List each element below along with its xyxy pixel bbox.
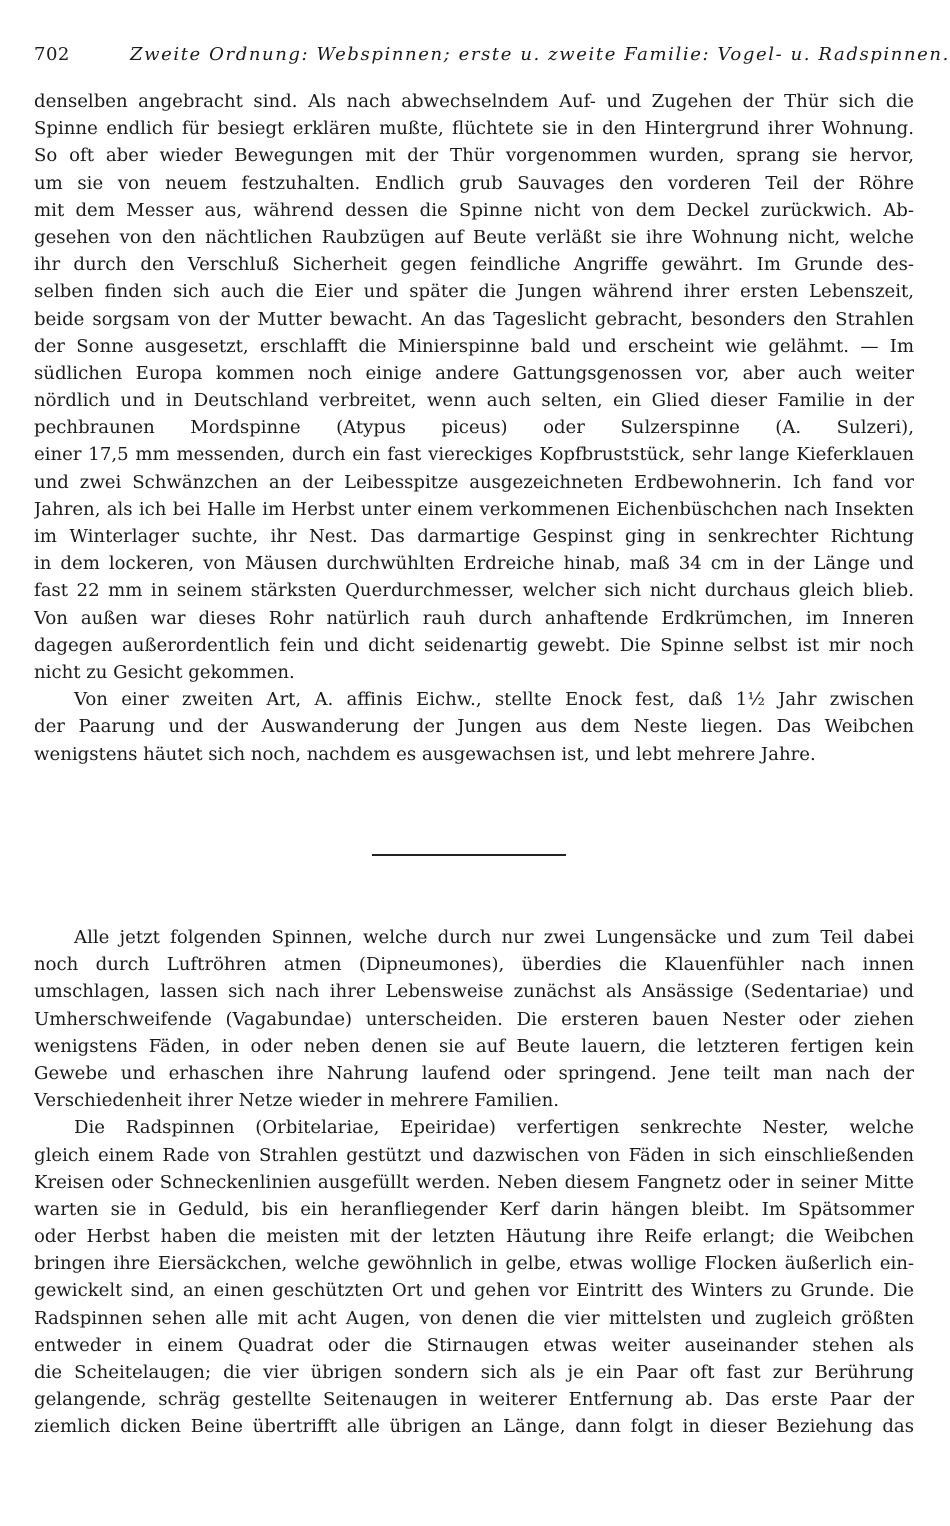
text-line: nördlich und in Deutschland verbreitet, wenn auch selten, ein Glied dieser Familie in der: [34, 390, 914, 412]
text-line: Jahren, als ich bei Halle im Herbst unter einem verkommenen Eichenbüschchen nach Insekten: [34, 498, 914, 520]
text-line: entweder in einem Quadrat oder die Stirnaugen etwas weiter auseinander stehen als: [34, 1334, 914, 1356]
page-header: [34, 44, 950, 74]
text-line: der Sonne ausgesetzt, erschlafft die Minierspinne bald und erscheint wie gelähmt. — Im: [34, 335, 914, 357]
text-line: gleich einem Rade von Strahlen gestützt und dazwischen von Fäden in sich einschließenden: [34, 1144, 914, 1166]
text-line: wenigstens häutet sich noch, nachdem es ausgewachsen ist, und lebt mehrere Jahre.: [34, 743, 816, 765]
text-line: dagegen außerordentlich fein und dicht seidenartig gewebt. Die Spinne selbst ist mir noch: [34, 634, 914, 656]
text-line: Die Radspinnen (Orbitelariae, Epeiridae) verfertigen senkrechte Nester, welche: [74, 1117, 914, 1139]
text-line: pechbraunen Mordspinne (Atypus piceus) oder Sulzerspinne (A. Sulzeri),: [34, 417, 914, 439]
text-line: südlichen Europa kommen noch einige andere Gattungsgenossen vor, aber auch weiter: [34, 362, 914, 384]
section-divider-rule: [372, 854, 566, 856]
text-line: gesehen von den nächtlichen Raubzügen auf Beute verläßt sie ihre Wohnung nicht, welche: [34, 226, 914, 248]
running-title: Zweite Ordnung: Webspinnen; erste u. zweite Familie: Vogel- u. Radspinnen.: [130, 44, 950, 65]
text-line: umschlagen, lassen sich nach ihrer Lebensweise zunächst als Ansässige (Sedentariae) und: [34, 981, 914, 1003]
text-line: mit dem Messer aus, während dessen die Spinne nicht von dem Deckel zurückwich. Ab-: [34, 199, 914, 221]
text-line: um sie von neuem festzuhalten. Endlich grub Sauvages den vorderen Teil der Röhre: [34, 172, 914, 194]
text-line: noch durch Luftröhren atmen (Dipneumones), überdies die Klauenfühler nach innen: [34, 954, 914, 976]
text-line: wenigstens Fäden, in oder neben denen sie auf Beute lauern, die letzteren fertigen kein: [34, 1035, 914, 1057]
text-line: der Paarung und der Auswanderung der Jungen aus dem Neste liegen. Das Weibchen: [34, 716, 914, 738]
text-line: oder Herbst haben die meisten mit der letzten Häutung ihre Reife erlangt; die Weibchen: [34, 1226, 914, 1248]
text-line: Von einer zweiten Art, A. affinis Eichw., stellte Enock fest, daß 1½ Jahr zwischen: [74, 689, 914, 711]
text-line: Umherschweifende (Vagabundae) unterscheiden. Die ersteren bauen Nester oder ziehen: [34, 1008, 914, 1030]
text-line: Spinne endlich für besiegt erklären mußte, flüchtete sie in den Hintergrund ihrer Wohnung.: [34, 118, 914, 140]
text-line: einer 17,5 mm messenden, durch ein fast viereckiges Kopfbruststück, sehr lange Kieferklauen: [34, 444, 914, 466]
section-radspinnen-text: [34, 924, 914, 1441]
text-line: die Scheitelaugen; die vier übrigen sondern sich als je ein Paar oft fast zur Berührung: [34, 1362, 914, 1383]
text-line: im Winterlager suchte, ihr Nest. Das darmartige Gespinst ging in senkrechter Richtung: [34, 526, 914, 547]
text-line: Von außen war dieses Rohr natürlich rauh durch anhaftende Erdkrümchen, im Inneren: [34, 607, 914, 629]
text-line: in dem lockeren, von Mäusen durchwühlten Erdreiche hinab, maß 34 cm in der Länge und: [34, 553, 914, 575]
text-line: gewickelt sind, an einen geschützten Ort und gehen vor Eintritt des Winters zu Grunde. Die: [34, 1280, 914, 1302]
text-line: warten sie in Geduld, bis ein heranfliegender Kerf darin hängen bleibt. Im Spätsommer: [34, 1198, 914, 1220]
text-line: ziemlich dicken Beine übertrifft alle übrigen an Länge, dann folgt in dieser Beziehung das: [34, 1416, 914, 1438]
text-line: Alle jetzt folgenden Spinnen, welche durch nur zwei Lungensäcke und zum Teil dabei: [74, 927, 914, 948]
text-line: beide sorgsam von der Mutter bewacht. An das Tageslicht gebracht, besonders den Strahlen: [34, 308, 914, 330]
text-line: Gewebe und erhaschen ihre Nahrung laufend oder springend. Jene teilt man nach der: [34, 1062, 914, 1084]
text-line: Radspinnen sehen alle mit acht Augen, von denen die vier mittelsten und zugleich größten: [34, 1307, 914, 1329]
page-number: 702: [34, 44, 70, 65]
text-line: ihr durch den Verschluß Sicherheit gegen feindliche Angriffe gewährt. Im Grunde des-: [34, 254, 914, 276]
text-line: fast 22 mm in seinem stärksten Querdurchmesser, welcher sich nicht durchaus gleich blieb.: [34, 580, 914, 602]
text-line: Verschiedenheit ihrer Netze wieder in mehrere Familien.: [34, 1090, 560, 1112]
text-line: selben finden sich auch die Eier und später die Jungen während ihrer ersten Lebenszeit,: [34, 281, 914, 303]
text-line: nicht zu Gesicht gekommen.: [34, 661, 295, 683]
text-line: bringen ihre Eiersäckchen, welche gewöhnlich in gelbe, etwas wollige Flocken äußerlich ein-: [34, 1253, 914, 1275]
text-line: gelangende, schräg gestellte Seitenaugen in weiterer Entfernung ab. Das erste Paar der: [34, 1389, 914, 1411]
text-line: Kreisen oder Schneckenlinien ausgefüllt werden. Neben diesem Fangnetz oder in seiner Mitte: [34, 1171, 914, 1193]
text-line: So oft aber wieder Bewegungen mit der Thür vorgenommen wurden, sprang sie hervor,: [34, 145, 914, 167]
section-atypus-text: [34, 88, 914, 768]
text-line: denselben angebracht sind. Als nach abwechselndem Auf- und Zugehen der Thür sich die: [34, 91, 914, 112]
text-line: und zwei Schwänzchen an der Leibesspitze ausgezeichneten Erdbewohnerin. Ich fand vor: [34, 471, 914, 493]
